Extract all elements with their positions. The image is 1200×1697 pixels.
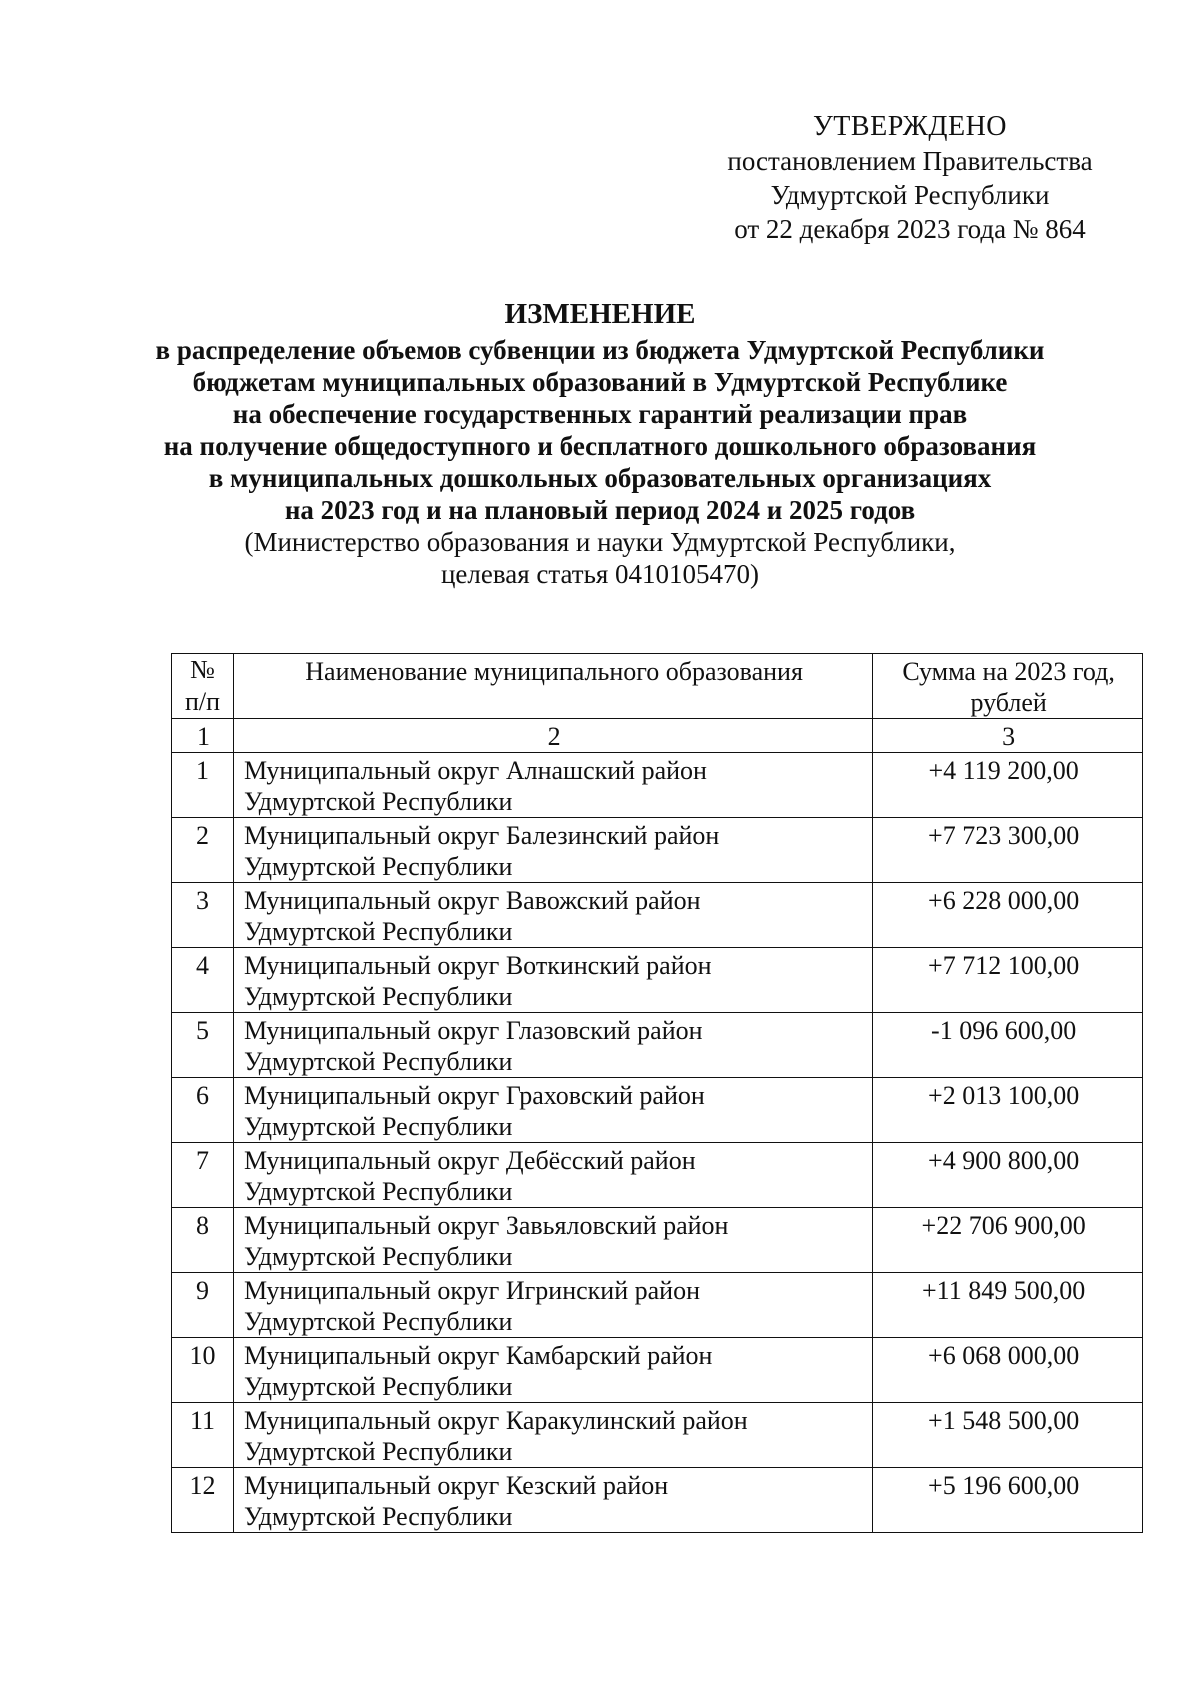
subvention-sum: +11 849 500,00 [873, 1273, 1143, 1338]
row-number: 3 [172, 883, 234, 948]
municipality-name [233, 883, 872, 948]
subvention-sum: +1 548 500,00 [873, 1403, 1143, 1468]
municipality-name [233, 818, 872, 883]
municipality-name [233, 1338, 872, 1403]
municipality-name-line-2: Удмуртской Республики [243, 917, 513, 946]
column-number: 3 [873, 719, 1143, 753]
municipality-name-line-1: Муниципальный округ Балезинский район [243, 821, 720, 850]
table-row [172, 883, 1143, 948]
municipality-name [233, 1468, 872, 1533]
municipality-name [233, 1273, 872, 1338]
subvention-sum: +4 119 200,00 [873, 753, 1143, 818]
table-row [172, 818, 1143, 883]
target-article-line: целевая статья 0410105470) [440, 559, 760, 589]
municipality-name-line-2: Удмуртской Республики [243, 1502, 513, 1531]
municipality-name-line-1: Муниципальный округ Вавожский район [243, 886, 701, 915]
subvention-sum: +6 068 000,00 [873, 1338, 1143, 1403]
table-row [172, 1078, 1143, 1143]
table-row [172, 948, 1143, 1013]
row-number: 4 [172, 948, 234, 1013]
row-number: 10 [172, 1338, 234, 1403]
municipality-name-line-1: Муниципальный округ Игринский район [243, 1276, 700, 1305]
municipality-name [233, 753, 872, 818]
row-number: 8 [172, 1208, 234, 1273]
municipality-name-line-2: Удмуртской Республики [243, 1242, 513, 1271]
municipality-name-line-2: Удмуртской Республики [243, 982, 513, 1011]
row-number: 12 [172, 1468, 234, 1533]
document-title: ИЗМЕНЕНИЕ [504, 298, 696, 330]
column-number: 2 [233, 719, 872, 753]
table-row [172, 1143, 1143, 1208]
approval-line-3: от 22 декабря 2023 года № 864 [734, 214, 1086, 244]
title-line-3: на обеспечение государственных гарантий реализации прав [232, 399, 968, 429]
approval-line-2: Удмуртской Республики [770, 180, 1050, 210]
row-number: 6 [172, 1078, 234, 1143]
table-row [172, 1013, 1143, 1078]
municipality-name [233, 1208, 872, 1273]
subvention-sum: +2 013 100,00 [873, 1078, 1143, 1143]
table-row [172, 1403, 1143, 1468]
municipality-name-line-1: Муниципальный округ Глазовский район [243, 1016, 703, 1045]
table-row [172, 1273, 1143, 1338]
municipality-name [233, 1143, 872, 1208]
row-number: 5 [172, 1013, 234, 1078]
municipality-name-line-1: Муниципальный округ Алнашский район [243, 756, 707, 785]
subvention-sum: +6 228 000,00 [873, 883, 1143, 948]
approval-heading: УТВЕРЖДЕНО [812, 111, 1008, 142]
title-line-4: на получение общедоступного и бесплатного дошкольного образования [163, 431, 1037, 461]
municipality-name-line-2: Удмуртской Республики [243, 1437, 513, 1466]
municipality-name [233, 948, 872, 1013]
title-line-1: в распределение объемов субвенции из бюджета Удмуртской Республики [155, 335, 1045, 365]
municipality-name [233, 1403, 872, 1468]
municipality-name [233, 1078, 872, 1143]
row-number: 9 [172, 1273, 234, 1338]
allocation-table [171, 653, 1143, 1533]
document-title-block [100, 298, 1100, 590]
subvention-sum: -1 096 600,00 [873, 1013, 1143, 1078]
header-number: № п/п [172, 654, 234, 719]
municipality-name-line-2: Удмуртской Республики [243, 1177, 513, 1206]
municipality-name-line-2: Удмуртской Республики [243, 1372, 513, 1401]
table-header-row [172, 654, 1143, 719]
title-line-2: бюджетам муниципальных образований в Удмуртской Республике [192, 367, 1008, 397]
municipality-name-line-1: Муниципальный округ Воткинский район [243, 951, 712, 980]
municipality-name-line-2: Удмуртской Республики [243, 1112, 513, 1141]
title-line-6: на 2023 год и на плановый период 2024 и 2025 годов [284, 495, 916, 525]
subvention-sum: +5 196 600,00 [873, 1468, 1143, 1533]
municipality-name-line-1: Муниципальный округ Дебёсский район [243, 1146, 696, 1175]
municipality-name [233, 1013, 872, 1078]
municipality-name-line-1: Муниципальный округ Завьяловский район [243, 1211, 729, 1240]
table-row [172, 1208, 1143, 1273]
approval-line-1: постановлением Правительства [727, 146, 1093, 176]
column-number-row [172, 719, 1143, 753]
municipality-name-line-2: Удмуртской Республики [243, 1047, 513, 1076]
row-number: 2 [172, 818, 234, 883]
header-municipality-name: Наименование муниципального образования [233, 654, 872, 719]
municipality-name-line-1: Муниципальный округ Кезский район [243, 1471, 669, 1500]
row-number: 7 [172, 1143, 234, 1208]
municipality-name-line-2: Удмуртской Республики [243, 787, 513, 816]
column-number: 1 [172, 719, 234, 753]
subvention-sum: +4 900 800,00 [873, 1143, 1143, 1208]
row-number: 1 [172, 753, 234, 818]
municipality-name-line-2: Удмуртской Республики [243, 1307, 513, 1336]
subvention-sum: +7 712 100,00 [873, 948, 1143, 1013]
municipality-name-line-1: Муниципальный округ Каракулинский район [243, 1406, 748, 1435]
approval-stamp-block [690, 110, 1130, 246]
title-line-5: в муниципальных дошкольных образовательных организациях [208, 463, 992, 493]
table-row [172, 753, 1143, 818]
municipality-name-line-2: Удмуртской Республики [243, 852, 513, 881]
row-number: 11 [172, 1403, 234, 1468]
municipality-name-line-1: Муниципальный округ Камбарский район [243, 1341, 713, 1370]
municipality-name-line-1: Муниципальный округ Граховский район [243, 1081, 705, 1110]
table-body [172, 753, 1143, 1533]
ministry-line: (Министерство образования и науки Удмуртской Республики, [244, 527, 956, 557]
table-row [172, 1338, 1143, 1403]
subvention-sum: +22 706 900,00 [873, 1208, 1143, 1273]
header-sum: Сумма на 2023 год, рублей [873, 654, 1143, 719]
table-row [172, 1468, 1143, 1533]
subvention-sum: +7 723 300,00 [873, 818, 1143, 883]
